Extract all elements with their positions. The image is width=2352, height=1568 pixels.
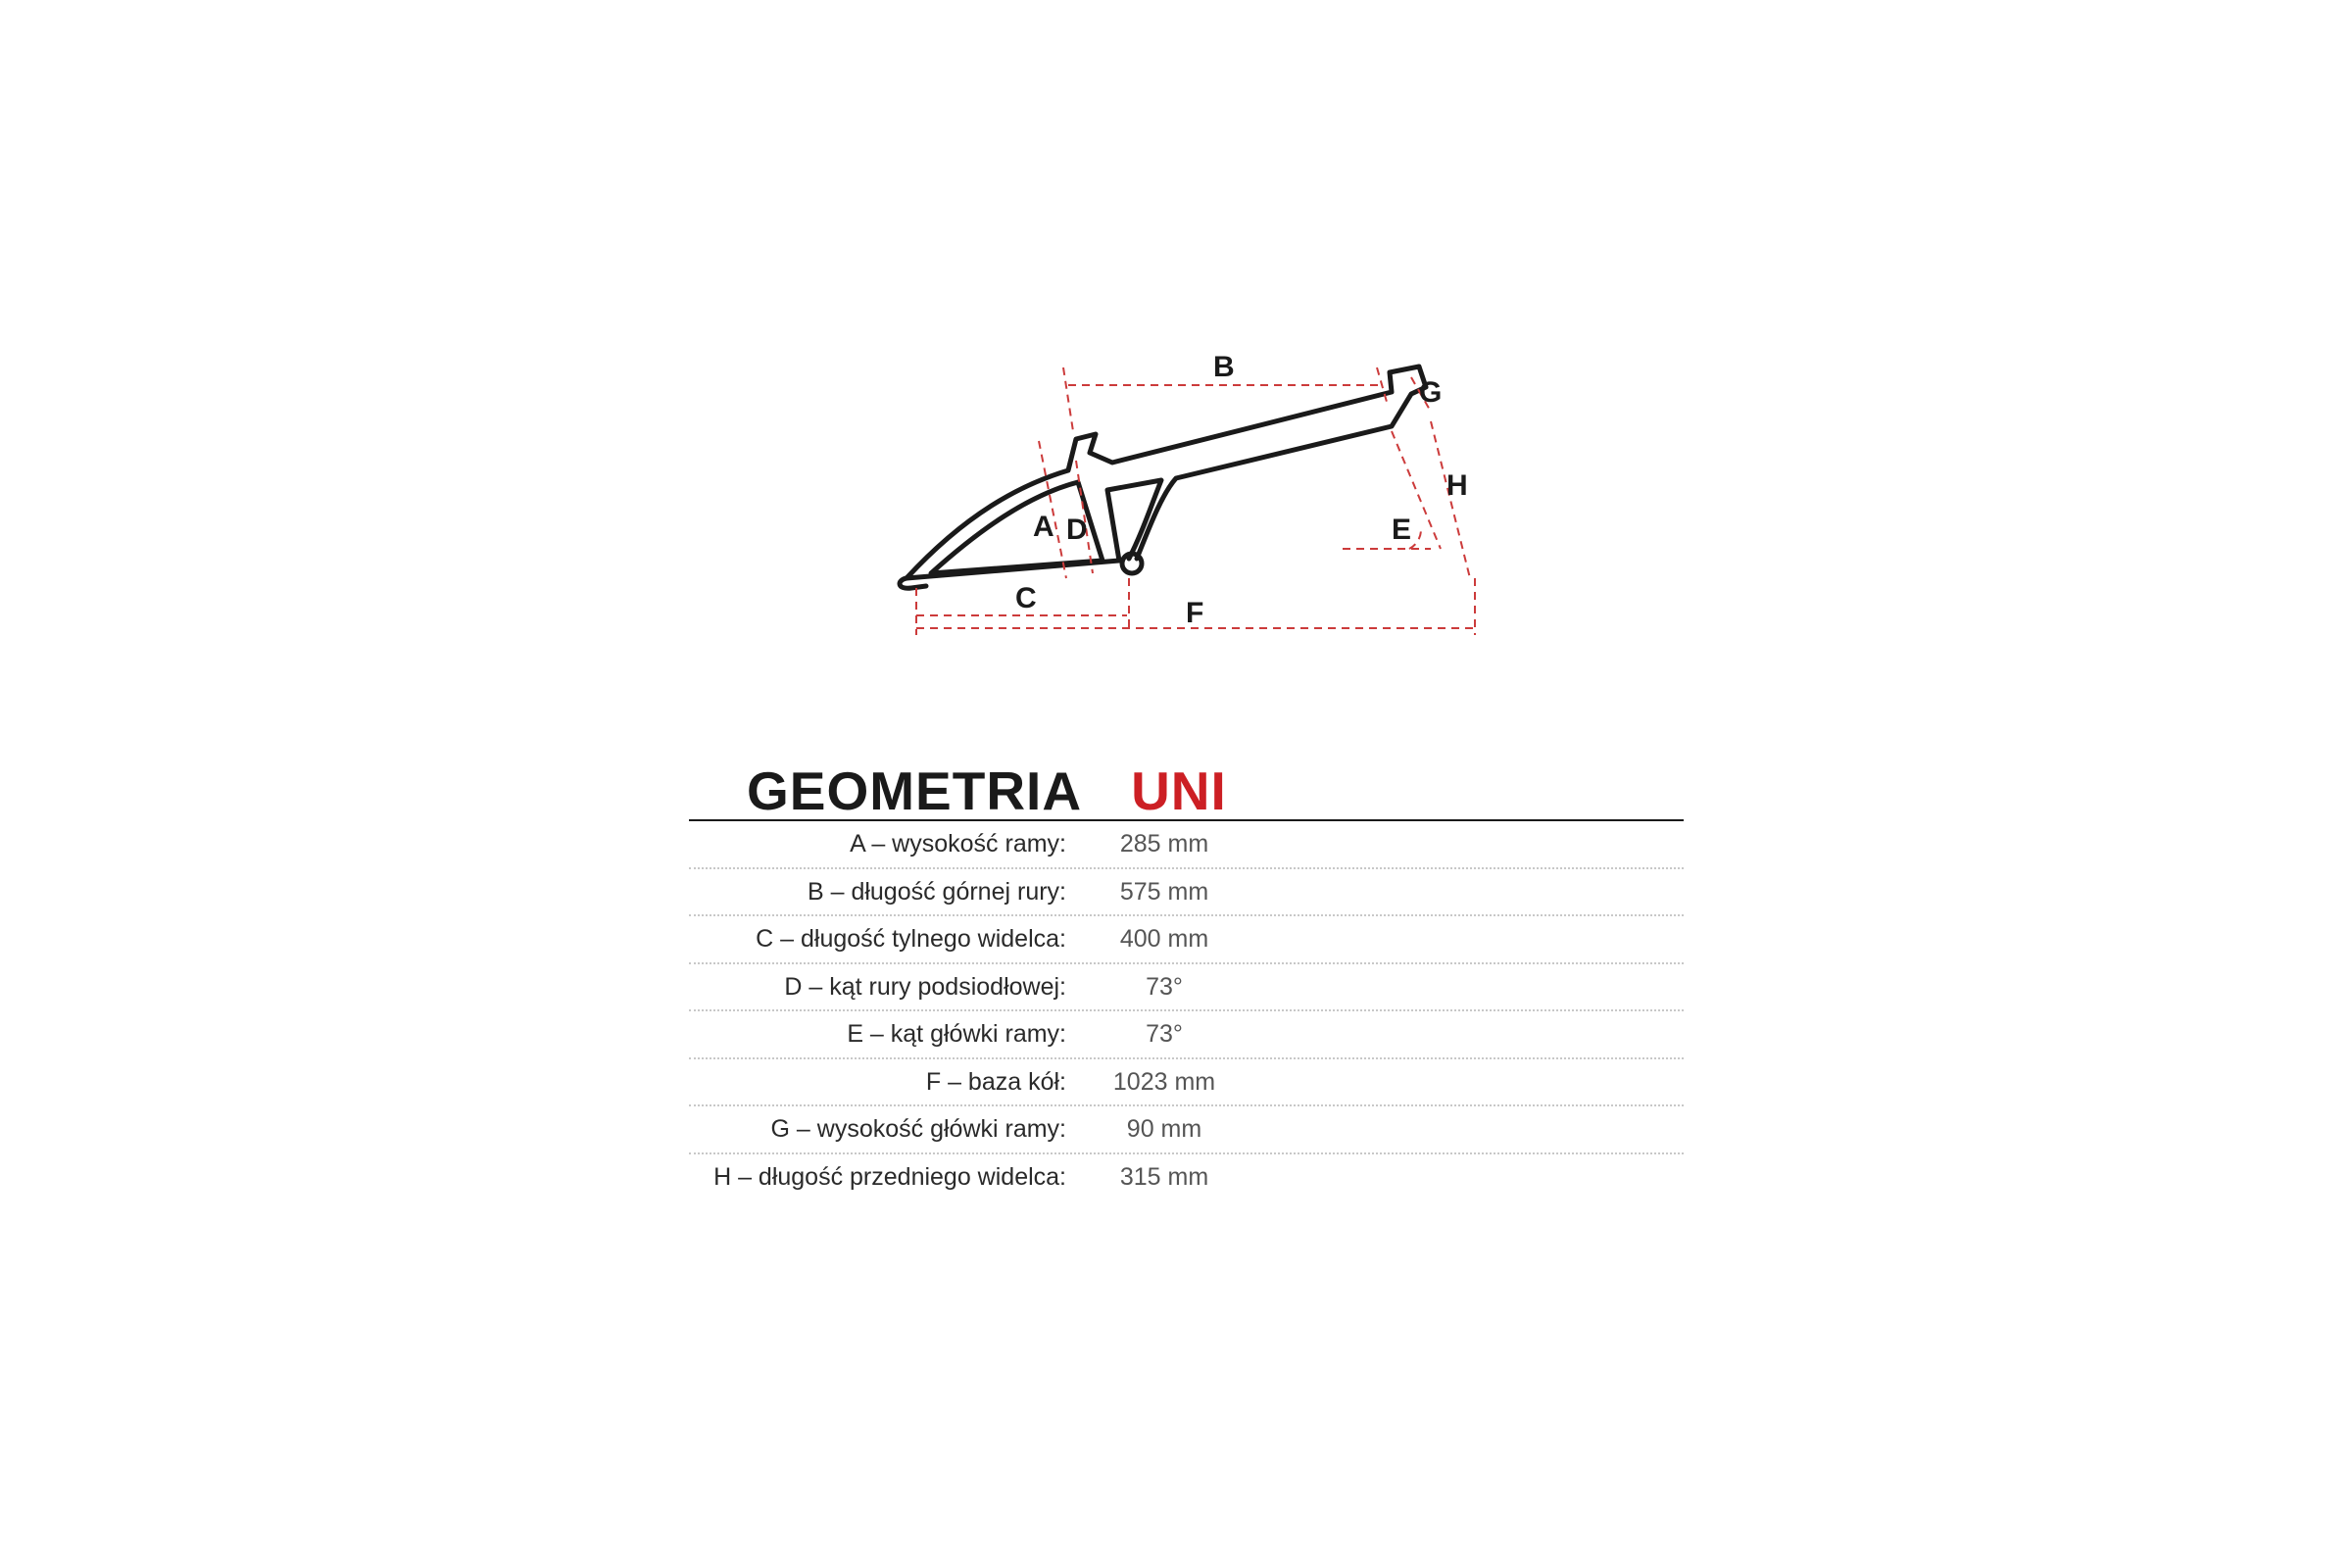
table-row — [689, 1154, 1684, 1200]
row-label: G – wysokość główki ramy: — [770, 1115, 1066, 1143]
label-b: B — [1213, 351, 1235, 383]
table-row — [689, 1059, 1684, 1107]
table-row — [689, 1011, 1684, 1059]
row-value: 73° — [1146, 972, 1183, 1001]
bike-frame — [900, 367, 1426, 588]
row-label: F – baza kół: — [925, 1067, 1066, 1096]
row-value: 315 mm — [1119, 1162, 1209, 1191]
table-row — [689, 964, 1684, 1012]
row-label: C – długość tylnego widelca: — [756, 925, 1066, 953]
label-h: H — [1446, 469, 1468, 502]
label-c: C — [1015, 582, 1037, 614]
geometry-table — [689, 821, 1684, 1200]
label-d: D — [1066, 514, 1088, 546]
label-a: A — [1033, 511, 1054, 543]
row-label: B – długość górnej rury: — [807, 877, 1066, 906]
table-row — [689, 869, 1684, 917]
row-label: E – kąt główki ramy: — [847, 1020, 1066, 1048]
geometry-title — [747, 760, 1227, 821]
row-value: 285 mm — [1119, 830, 1209, 858]
table-row — [689, 821, 1684, 869]
row-value: 73° — [1146, 1020, 1183, 1048]
seat-stay-outline — [906, 367, 1426, 578]
geometry-title-accent: UNI — [1131, 760, 1227, 821]
row-value: 90 mm — [1126, 1115, 1202, 1143]
row-value: 575 mm — [1119, 877, 1209, 906]
row-label: D – kąt rury podsiodłowej: — [784, 972, 1066, 1001]
table-row — [689, 1106, 1684, 1154]
label-g: G — [1419, 376, 1443, 409]
row-label: H – długość przedniego widelca: — [713, 1162, 1066, 1191]
row-value: 1023 mm — [1112, 1067, 1216, 1096]
row-value: 400 mm — [1119, 925, 1209, 953]
label-f: F — [1186, 597, 1204, 629]
geometry-title-main: GEOMETRIA — [747, 760, 1083, 821]
dim-b-ext-left — [1063, 368, 1073, 431]
dim-a-line — [1039, 441, 1066, 578]
label-e: E — [1392, 514, 1412, 546]
row-label: A – wysokość ramy: — [850, 830, 1066, 858]
table-row — [689, 916, 1684, 964]
